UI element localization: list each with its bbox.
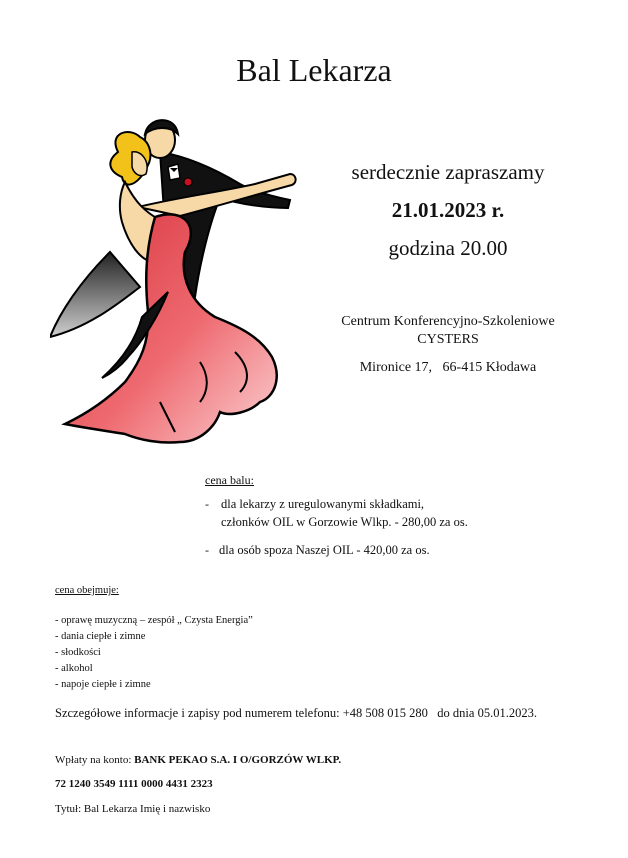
dancing-couple-illustration <box>50 112 308 457</box>
venue-short-name: CYSTERS <box>417 332 479 347</box>
list-item: - dania ciepłe i zimne <box>55 631 146 642</box>
includes-heading: cena obejmuje: <box>55 585 119 596</box>
pricing-item-guests: dla osób spoza Naszej OIL - 420,00 za os. <box>219 543 430 557</box>
pricing-heading: cena balu: <box>205 473 254 487</box>
payment-line <box>55 754 341 766</box>
bank-name: BANK PEKAO S.A. I O/GORZÓW WLKP. <box>134 754 342 766</box>
list-item: - słodkości <box>55 647 101 658</box>
poster-title: Bal Lekarza <box>236 52 392 88</box>
list-item: - napoje ciepłe i zimne <box>55 679 151 690</box>
venue-address: Mironice 17, 66-415 Kłodawa <box>359 360 537 375</box>
list-item: - oprawę muzyczną – zespół „ Czysta Energia” <box>55 615 253 626</box>
includes-list <box>55 613 253 693</box>
account-number: 72 1240 3549 1111 0000 4431 2323 <box>55 778 213 790</box>
pricing-item-members-line1: dla lekarzy z uregulowanymi składkami, <box>221 497 425 511</box>
invitation-subtitle: serdecznie zapraszamy <box>351 160 545 184</box>
contact-info: Szczegółowe informacje i zapisy pod numerem telefonu: +48 508 015 280 do dnia 05.01.2023. <box>55 706 537 720</box>
event-hour: godzina 20.00 <box>388 236 508 260</box>
pricing-item-members-line2: członków OIL w Gorzowie Wlkp. - 280,00 za os. <box>221 515 468 529</box>
pricing-bullet: - <box>205 543 209 557</box>
list-item: - alkohol <box>55 663 93 674</box>
payment-label: Wpłaty na konto: <box>55 754 135 766</box>
transfer-title: Tytuł: Bal Lekarza Imię i nazwisko <box>55 803 211 815</box>
venue-name: Centrum Konferencyjno-Szkoleniowe <box>341 314 555 329</box>
pricing-bullet: - <box>205 497 209 511</box>
event-date: 21.01.2023 r. <box>391 198 505 222</box>
